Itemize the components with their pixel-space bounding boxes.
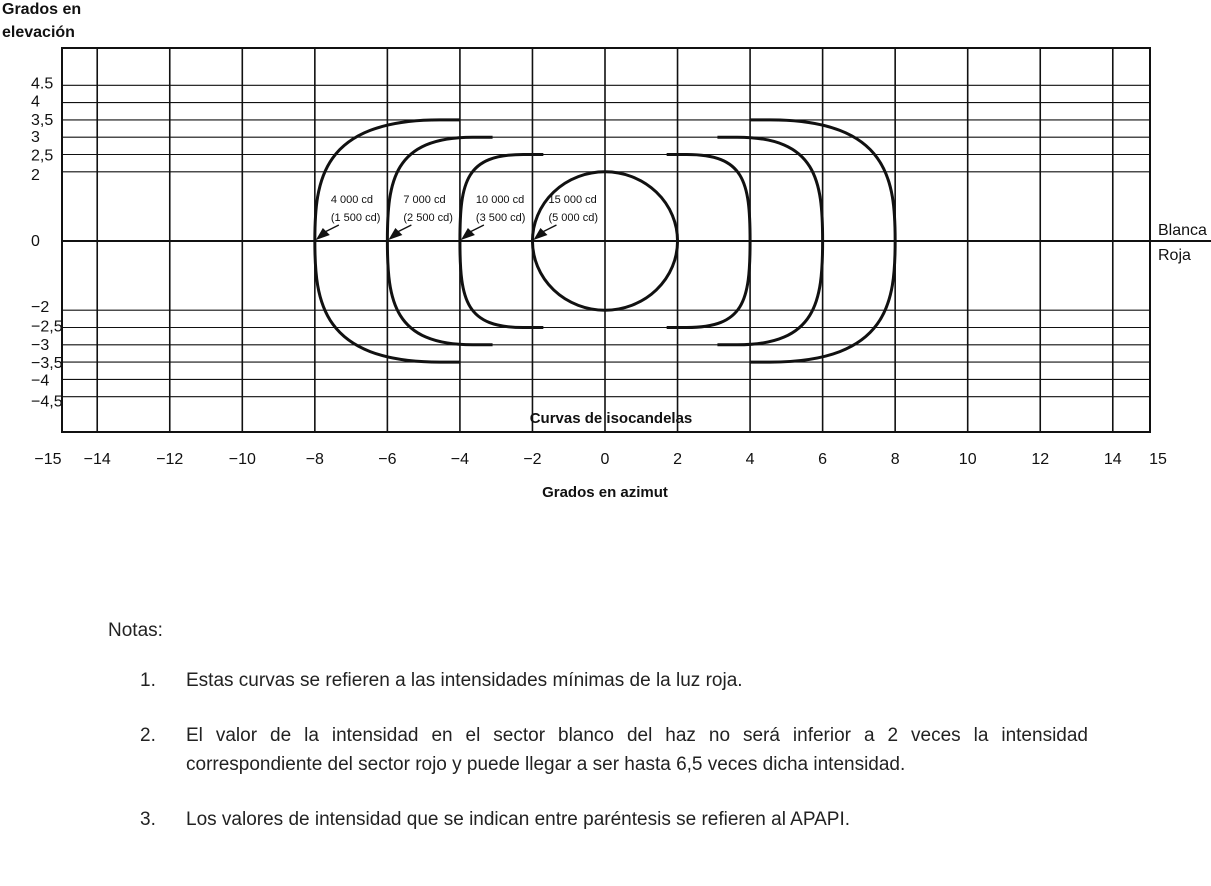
notes-section [108,620,1088,860]
x-tick-label: 4 [745,451,755,468]
x-tick-label: −14 [83,451,111,468]
x-tick-label: −6 [378,451,397,468]
note-text: Los valores de intensidad que se indican entre paréntesis se refieren al APAPI. [186,809,850,830]
y-tick-label: −2 [31,299,50,317]
note-number: 3. [140,809,156,830]
x-tick-label: 12 [1031,451,1050,468]
x-tick-label: 14 [1103,451,1122,468]
x-tick-label: −2 [523,451,542,468]
y-tick-label: 3 [31,129,40,147]
notes-title: Notas: [108,620,163,641]
y-tick-label: −2,5 [31,318,63,336]
x-axis-title: Grados en azimut [542,484,668,501]
note-number: 1. [140,670,156,691]
x-tick-label: 15 [1149,451,1167,468]
y-tick-label: 3,5 [31,111,54,129]
x-tick-label: 0 [600,451,610,468]
curve-intensity-label: 4 000 cd [330,194,374,206]
curve-apapi-label: (3 500 cd) [475,212,526,224]
y-tick-label: 0 [31,233,40,250]
curve-annotations [316,194,598,240]
curve-intensity-label: 15 000 cd [548,194,597,206]
curve-apapi-label: (1 500 cd) [330,212,381,224]
sector-label-red: Roja [1158,247,1191,264]
x-tick-label: −15 [34,451,62,468]
x-tick-label: 6 [818,451,828,468]
sector-label-white: Blanca [1158,222,1207,239]
note-item [108,721,1088,779]
note-text: El valor de la intensidad en el sector blanco del haz no será inferior a 2 veces la intensidad correspondiente del sector rojo y puede llegar a ser hasta 6,5 veces dicha intensidad. [186,725,1088,775]
y-tick-label: 4.5 [31,75,54,93]
y-tick-label: 2 [31,166,40,184]
x-tick-label: −4 [450,451,470,468]
x-tick-label: −8 [305,451,324,468]
note-text: Estas curvas se refieren a las intensidades mínimas de la luz roja. [186,670,743,691]
y-axis-title-line1: Grados en [2,1,82,18]
y-tick-label: −3 [31,336,50,354]
x-tick-label: 2 [673,451,682,468]
y-tick-label: −4 [31,372,50,390]
chart-title: Curvas de isocandelas [529,410,693,427]
y-tick-label: 4 [31,93,40,111]
y-tick-label: −3,5 [31,355,63,373]
curve-intensity-label: 10 000 cd [475,194,525,206]
x-tick-label: −10 [228,451,256,468]
curve-apapi-label: (2 500 cd) [403,212,453,224]
y-tick-label: 2,5 [31,147,54,165]
curve-intensity-label: 7 000 cd [403,194,446,206]
y-axis-title-line2: elevación [2,24,75,41]
note-item [108,805,1088,834]
x-tick-label: 10 [958,451,977,468]
chart-grid [62,48,1211,432]
curve-apapi-label: (5 000 cd) [548,212,598,224]
x-tick-label: 8 [890,451,900,468]
note-item [108,666,1088,695]
x-tick-label: −12 [156,451,184,468]
note-number: 2. [140,725,156,746]
y-tick-label: −4,5 [31,393,63,411]
